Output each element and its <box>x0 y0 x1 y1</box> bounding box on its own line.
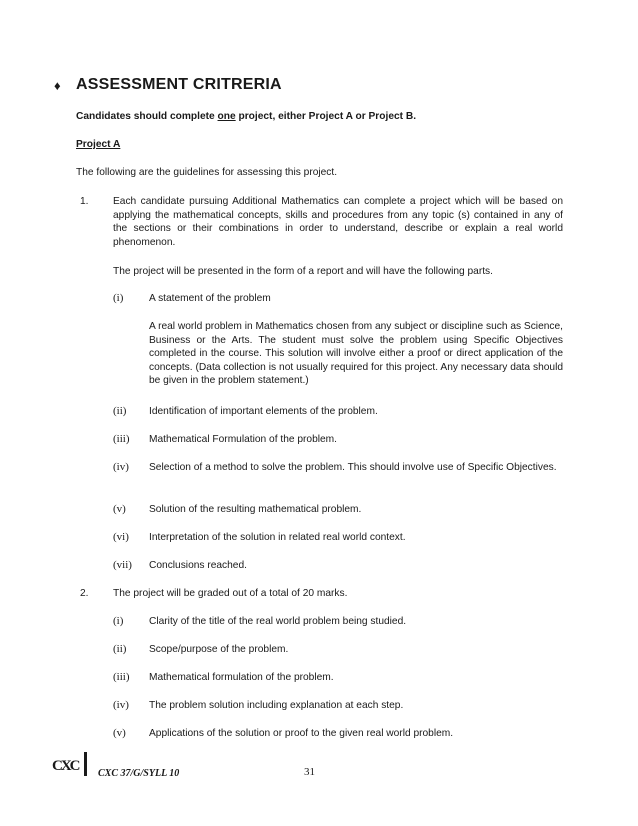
part-vi-number: (vi) <box>113 531 129 543</box>
cxc-logo: CXC <box>52 758 79 774</box>
item-1-report: The project will be presented in the form of a report and will have the following parts. <box>113 266 493 277</box>
item-2-text: The project will be graded out of a total of 20 marks. <box>113 588 348 599</box>
criterion-ii-text: Scope/purpose of the problem. <box>149 644 289 655</box>
intro-after: project, either Project A or Project B. <box>235 111 417 122</box>
part-iii-number: (iii) <box>113 433 130 445</box>
statement-detail: A real world problem in Mathematics chosen from any subject or discipline such as Science, Business or the Arts. The student must solve the problem using Specific Objectives completed in the course. This solution will involve either a proof or direct application of the concepts. (Data collection is not usually required for this project. Any necessary data should be given in the problem statement.) <box>149 321 563 386</box>
intro-line <box>76 110 416 124</box>
criterion-v-number: (v) <box>113 727 126 739</box>
part-iv-number: (iv) <box>113 461 129 473</box>
item-2-number: 2. <box>80 588 89 599</box>
project-a-title: Project A <box>76 139 121 150</box>
part-v-text: Solution of the resulting mathematical problem. <box>149 504 362 515</box>
part-ii-number: (ii) <box>113 405 127 417</box>
intro-before: Candidates should complete <box>76 111 218 122</box>
part-iii-text: Mathematical Formulation of the problem. <box>149 434 337 445</box>
footer-divider <box>84 752 87 776</box>
criterion-i-text: Clarity of the title of the real world problem being studied. <box>149 616 407 627</box>
part-i-number: (i) <box>113 292 124 304</box>
page-number: 31 <box>304 766 315 778</box>
criterion-v-text: Applications of the solution or proof to the given real world problem. <box>149 728 454 739</box>
criterion-iii-number: (iii) <box>113 671 130 683</box>
item-1-number: 1. <box>80 196 89 207</box>
part-i-text: A statement of the problem <box>149 293 271 304</box>
project-a-guidelines: The following are the guidelines for assessing this project. <box>76 167 338 178</box>
criterion-ii-number: (ii) <box>113 643 127 655</box>
part-vii-number: (vii) <box>113 559 132 571</box>
part-vii-text: Conclusions reached. <box>149 560 247 571</box>
part-v-number: (v) <box>113 503 126 515</box>
item-1-text: Each candidate pursuing Additional Mathematics can complete a project which will be based on applying the mathematical concepts, skills and procedures from any topic (s) contained in any of the sections or their combinations in order to understand, describe or explain a real world phenomenon. <box>113 196 563 248</box>
criterion-iii-text: Mathematical formulation of the problem. <box>149 672 334 683</box>
syllabus-code: CXC 37/G/SYLL 10 <box>98 768 180 779</box>
criterion-iv-number: (iv) <box>113 699 129 711</box>
part-vi-text: Interpretation of the solution in related real world context. <box>149 532 406 543</box>
part-ii-text: Identification of important elements of the problem. <box>149 406 378 417</box>
criterion-iv-text: The problem solution including explanation at each step. <box>149 700 404 711</box>
section-title: ASSESSMENT CRITRERIA <box>76 76 282 93</box>
diamond-bullet-icon: ♦ <box>54 78 61 93</box>
intro-emphasis: one <box>217 111 236 122</box>
part-iv-text: Selection of a method to solve the problem. This should involve use of Specific Objectives. <box>149 462 557 473</box>
criterion-i-number: (i) <box>113 615 124 627</box>
